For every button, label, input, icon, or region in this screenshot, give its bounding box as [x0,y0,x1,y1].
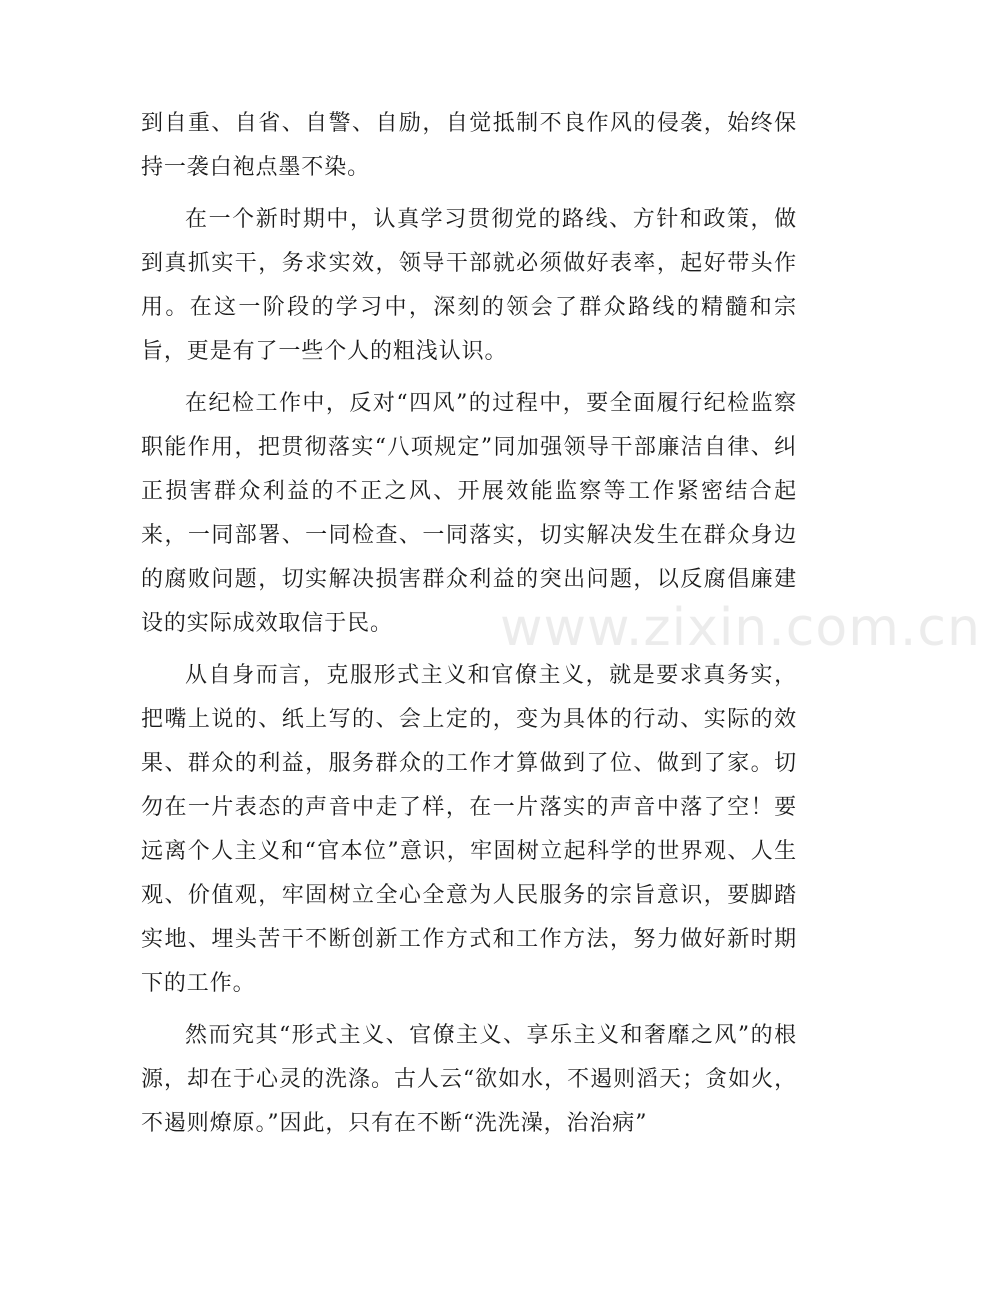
paragraph-gap [141,374,797,382]
paragraph-1: 到自重、自省、自警、自励，自觉抵制不良作风的侵袭，始终保持一袭白袍点墨不染。 [141,111,797,180]
paragraph-5: 然而究其“形式主义、官僚主义、享乐主义和奢靡之风”的根源，却在于心灵的洗涤。古人云“欲如水，不遏则滔天；贪如火，不遏则燎原。”因此，只有在不断“洗洗澡，治治病” [141,1023,797,1136]
paragraph-2: 在一个新时期中，认真学习贯彻党的路线、方针和政策，做到真抓实干，务求实效，领导干部就必须做好表率，起好带头作用。在这一阶段的学习中，深刻的领会了群众路线的精髓和宗旨，更是有了一些个人的粗浅认识。 [141,207,797,364]
paragraph-4: 从自身而言，克服形式主义和官僚主义，就是要求真务实，把嘴上说的、纸上写的、会上定的，变为具体的行动、实际的效果、群众的利益，服务群众的工作才算做到了位、做到了家。切勿在一片表态的声音中走了样，在一片落实的声音中落了空！要远离个人主义和“官本位”意识，牢固树立起科学的世界观、人生观、价值观，牢固树立全心全意为人民服务的宗旨意识，要脚踏实地、埋头苦干不断创新工作方式和工作方法，努力做好新时期下的工作。 [141,663,797,996]
document-body [141,102,797,1146]
paragraph-3: 在纪检工作中，反对“四风”的过程中，要全面履行纪检监察职能作用，把贯彻落实“八项规定”同加强领导干部廉洁自律、纠正损害群众利益的不正之风、开展效能监察等工作紧密结合起来，一同部署、一同检查、一同落实，切实解决发生在群众身边的腐败问题，切实解决损害群众利益的突出问题，以反腐倡廉建设的实际成效取信于民。 [141,391,797,636]
paragraph-gap [141,1006,797,1014]
paragraph-gap [141,190,797,198]
site-watermark: www.zixin.com.cn [500,598,981,658]
paragraph-gap [141,646,797,654]
